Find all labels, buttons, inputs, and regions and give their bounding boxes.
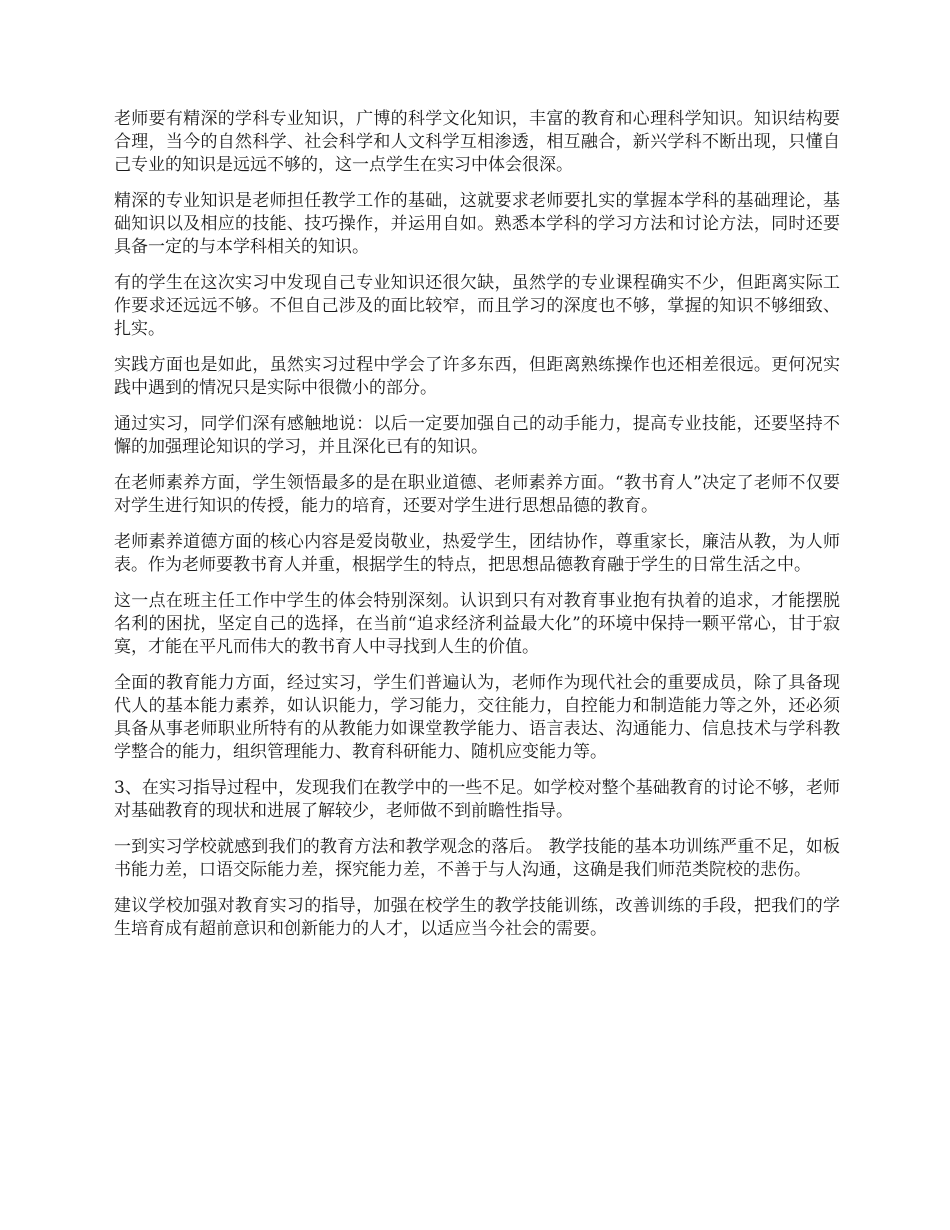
- paragraph-10: 3、在实习指导过程中，发现我们在教学中的一些不足。如学校对整个基础教育的讨论不够，老师对基础教育的现状和进展了解较少，老师做不到前瞻性指导。: [114, 778, 840, 821]
- paragraph-7: 老师素养道德方面的核心内容是爱岗敬业，热爱学生，团结协作，尊重家长，廉洁从教，为人师表。作为老师要教书育人并重，根据学生的特点，把思想品德教育融于学生的日常生活之中。: [114, 532, 840, 575]
- paragraph-11: 一到实习学校就感到我们的教育方法和教学观念的落后。 教学技能的基本功训练严重不足，如板书能力差，口语交际能力差，探究能力差，不善于与人沟通，这确是我们师范类院校的悲伤。: [114, 837, 840, 880]
- paragraph-2: 精深的专业知识是老师担任教学工作的基础，这就要求老师要扎实的掌握本学科的基础理论，基础知识以及相应的技能、技巧操作，并运用自如。熟悉本学科的学习方法和讨论方法，同时还要具备一定的与本学科相关的知识。: [114, 191, 840, 257]
- paragraph-4: 实践方面也是如此，虽然实习过程中学会了许多东西，但距离熟练操作也还相差很远。更何况实践中遇到的情况只是实际中很微小的部分。: [114, 355, 840, 398]
- paragraph-3: 有的学生在这次实习中发现自己专业知识还很欠缺，虽然学的专业课程确实不少，但距离实际工作要求还远远不够。不但自己涉及的面比较窄，而且学习的深度也不够，掌握的知识不够细致、扎实。: [114, 273, 840, 339]
- paragraph-8: 这一点在班主任工作中学生的体会特别深刻。认识到只有对教育事业抱有执着的追求，才能摆脱名利的困扰，坚定自己的选择，在当前“追求经济利益最大化”的环境中保持一颗平常心，甘于寂寞，才能在平凡而伟大的教书育人中寻找到人生的价值。: [114, 591, 840, 657]
- paragraph-6: 在老师素养方面，学生领悟最多的是在职业道德、老师素养方面。“教书育人”决定了老师不仅要对学生进行知识的传授，能力的培育，还要对学生进行思想品德的教育。: [114, 473, 840, 516]
- paragraph-1: 老师要有精深的学科专业知识，广博的科学文化知识，丰富的教育和心理科学知识。知识结构要合理，当今的自然科学、社会科学和人文科学互相渗透，相互融合，新兴学科不断出现，只懂自己专业的知识是远远不够的，这一点学生在实习中体会很深。: [114, 109, 840, 175]
- paragraph-12: 建议学校加强对教育实习的指导，加强在校学生的教学技能训练，改善训练的手段，把我们的学生培育成有超前意识和创新能力的人才，以适应当今社会的需要。: [114, 896, 840, 939]
- paragraph-5: 通过实习，同学们深有感触地说：以后一定要加强自己的动手能力，提高专业技能，还要坚持不懈的加强理论知识的学习，并且深化已有的知识。: [114, 414, 840, 457]
- paragraph-9: 全面的教育能力方面，经过实习，学生们普遍认为，老师作为现代社会的重要成员，除了具备现代人的基本能力素养，如认识能力，学习能力，交往能力，自控能力和制造能力等之外，还必须具备从事老师职业所特有的从教能力如课堂教学能力、语言表达、沟通能力、信息技术与学科教学整合的能力，组织管理能力、教育科研能力、随机应变能力等。: [114, 673, 840, 762]
